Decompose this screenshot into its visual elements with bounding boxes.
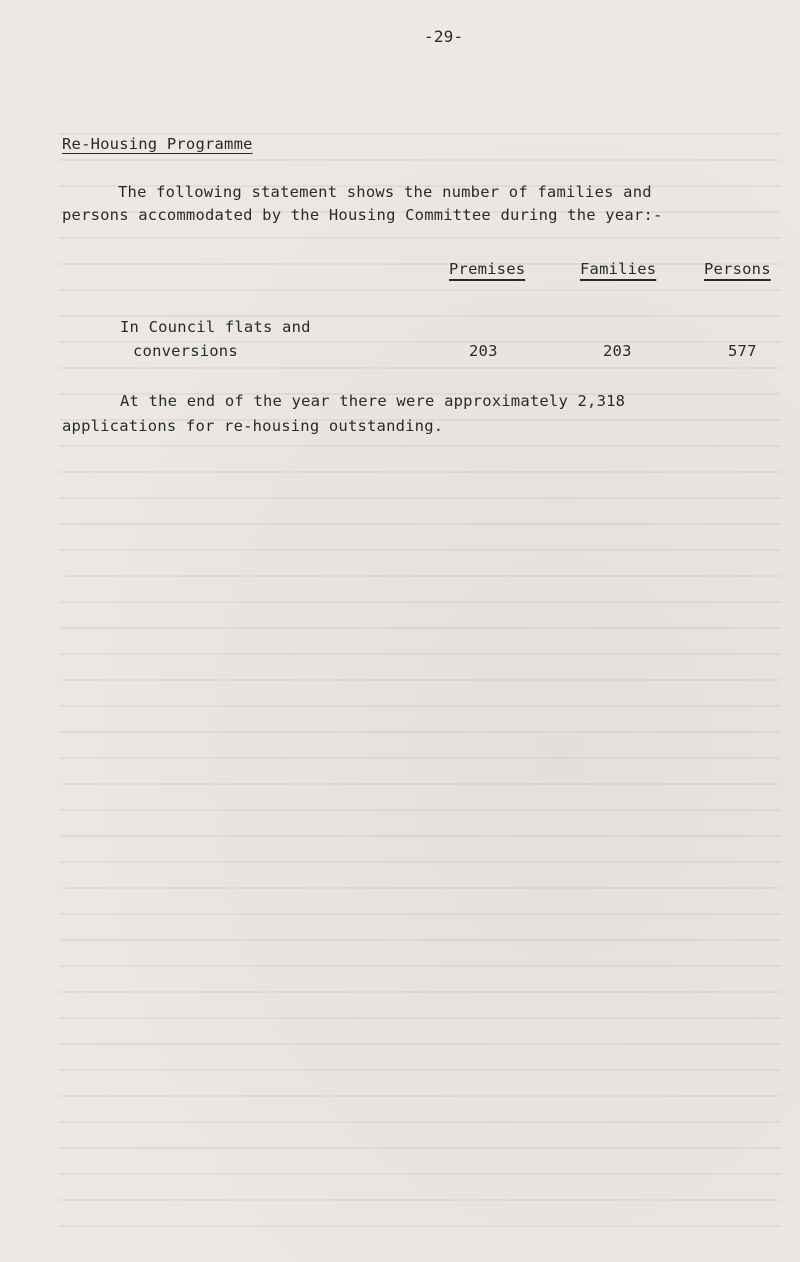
page-number: -29- bbox=[424, 27, 464, 46]
row-label-line-1: In Council flats and bbox=[120, 318, 311, 336]
cell-persons: 577 bbox=[728, 342, 757, 360]
section-heading: Re-Housing Programme bbox=[62, 135, 253, 153]
column-header-persons: Persons bbox=[704, 260, 771, 278]
closing-paragraph-line-1: At the end of the year there were approximately 2,318 bbox=[120, 392, 626, 410]
show-through-texture bbox=[60, 118, 780, 1238]
intro-paragraph-line-1: The following statement shows the number of families and bbox=[118, 183, 652, 201]
column-header-premises: Premises bbox=[449, 260, 526, 278]
row-label-line-2: conversions bbox=[133, 342, 238, 360]
column-header-families: Families bbox=[580, 260, 657, 278]
cell-premises: 203 bbox=[469, 342, 498, 360]
cell-families: 203 bbox=[603, 342, 632, 360]
intro-paragraph-line-2: persons accommodated by the Housing Committee during the year:- bbox=[62, 206, 663, 224]
closing-paragraph-line-2: applications for re-housing outstanding. bbox=[62, 417, 444, 435]
